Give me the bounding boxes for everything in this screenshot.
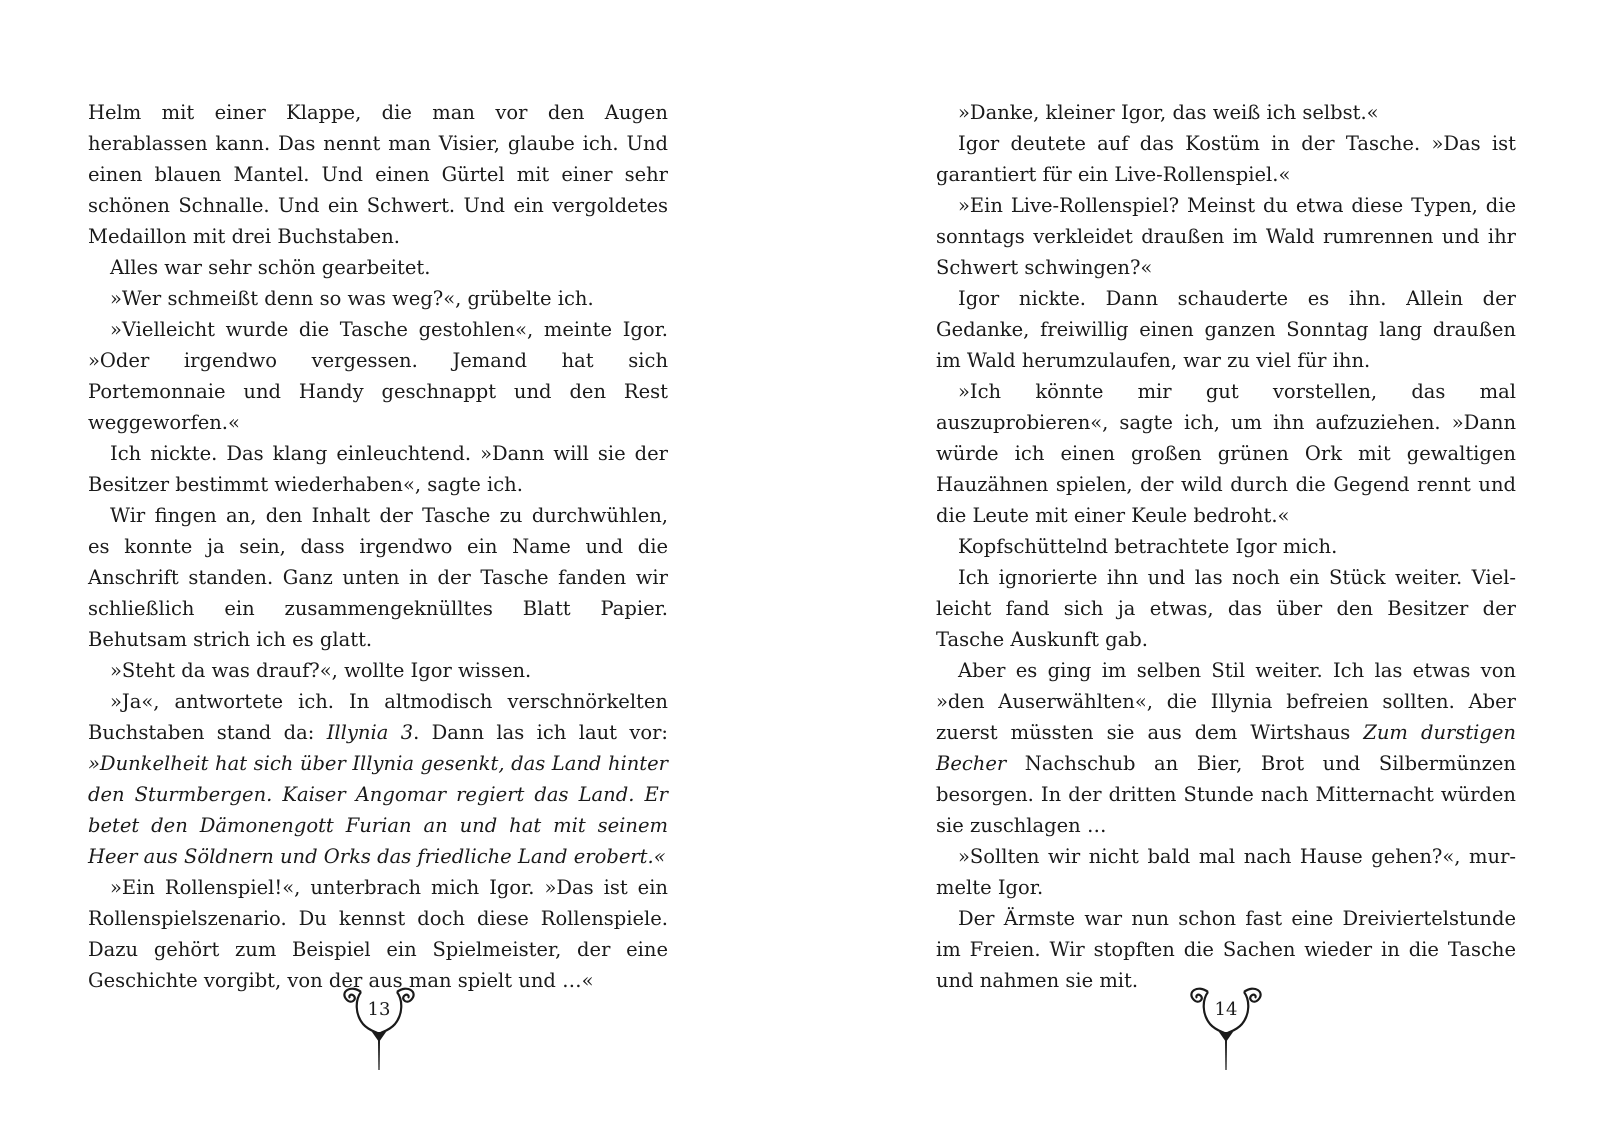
right-page-text bbox=[936, 97, 1516, 996]
left-page-text bbox=[88, 97, 668, 996]
paragraph: Wir fingen an, den Inhalt der Tasche zu durchwühlen, es konnte ja sein, dass irgendwo ein Name und die Anschrift standen. Ganz unten in der Tasche fanden wir schließlich ein zusammengeknülltes Blatt Papier. Behutsam strich ich es glatt. bbox=[88, 504, 668, 651]
paragraph: Helm mit einer Klappe, die man vor den Augen herablassen kann. Das nennt man Visier, glaube ich. Und einen blauen Mantel. Und einen Gürtel mit einer sehr schönen Schnalle. Und ein Schwert. Und ein vergoldetes Medaillon mit drei Buchstaben. bbox=[88, 101, 668, 248]
text-run: Nachschub an Bier, Brot und Silbermünzen besorgen. In der dritten Stunde nach Mitternacht würden sie zuschlagen … bbox=[936, 752, 1516, 837]
paragraph: »Ein Live-Rollenspiel? Meinst du etwa diese Typen, die sonntags verkleidet draußen im Wald rumrennen und ihr Schwert schwingen?« bbox=[936, 194, 1516, 279]
inn-name: Zum durstigen Becher bbox=[936, 721, 1516, 775]
page-number-ornament bbox=[339, 982, 419, 1072]
paragraph: »Ein Rollenspiel!«, unterbrach mich Igor. »Das ist ein Rollenspielszenario. Du kennst doch diese Rollenspiele. Dazu gehört zum Beispiel ein Spielmeister, der eine Geschichte vorgibt, von der aus man spielt und …« bbox=[88, 876, 668, 992]
paragraph: Igor nickte. Dann schauderte es ihn. Allein der Gedanke, freiwillig einen ganzen Sonntag lang draußen im Wald herumzulaufen, war zu viel für ihn. bbox=[936, 287, 1516, 372]
paragraph: Igor deutete auf das Kostüm in der Tasche. »Das ist garantiert für ein Live-Rollenspiel.« bbox=[936, 132, 1516, 186]
paragraph: Ich ignorierte ihn und las noch ein Stück weiter. Vielleicht fand sich ja etwas, das über den Besitzer der Tasche Auskunft gab. bbox=[936, 566, 1516, 651]
page-number: 14 bbox=[1214, 999, 1238, 1020]
page-number-ornament bbox=[1186, 982, 1266, 1072]
text-run: »Ja«, antwortete ich. In altmodisch verschnörkelten Buchstaben stand da: bbox=[88, 690, 668, 744]
paragraph: Ich nickte. Das klang einleuchtend. »Dann will sie der Besitzer bestimmt wiederhaben«, sagte ich. bbox=[88, 442, 668, 496]
text-run: Aber es ging im selben Stil weiter. Ich las etwas von »den Auserwählten«, die Illynia befreien sollten. Aber zuerst müssten sie aus dem Wirtshaus bbox=[936, 659, 1516, 744]
paragraph: »Steht da was drauf?«, wollte Igor wissen. bbox=[110, 659, 532, 682]
text-run: . Dann las ich laut vor: bbox=[413, 721, 669, 744]
paragraph: »Vielleicht wurde die Tasche gestohlen«, meinte Igor. »Oder irgendwo vergessen. Jemand hat sich Portemonnaie und Handy geschnappt und den Rest weggeworfen.« bbox=[88, 318, 668, 434]
quoted-text: »Dunkelheit hat sich über Illynia gesenkt, das Land hinter den Sturmbergen. Kaiser Angomar regiert das Land. Er betet den Dämonengott Furian an und hat mit seinem Heer aus Söldnern und Orks das friedliche Land erobert.« bbox=[88, 752, 668, 868]
ornament-icon bbox=[339, 982, 419, 1072]
ornament-icon bbox=[1186, 982, 1266, 1072]
document-title: Illynia 3 bbox=[326, 721, 414, 744]
paragraph: Kopfschüttelnd betrachtete Igor mich. bbox=[958, 535, 1338, 558]
paragraph bbox=[936, 655, 1516, 841]
paragraph: »Danke, kleiner Igor, das weiß ich selbst.« bbox=[958, 101, 1379, 124]
paragraph: Alles war sehr schön gearbeitet. bbox=[110, 256, 431, 279]
paragraph: »Sollten wir nicht bald mal nach Hause gehen?«, murmelte Igor. bbox=[936, 845, 1516, 899]
paragraph: »Ich könnte mir gut vorstellen, das mal auszuprobieren«, sagte ich, um ihn aufzuziehen. »Dann würde ich einen großen grünen Ork mit gewaltigen Hauzähnen spielen, der wild durch die Gegend rennt und die Leute mit einer Keule bedroht.« bbox=[936, 380, 1516, 527]
left-page bbox=[88, 97, 668, 996]
paragraph: Der Ärmste war nun schon fast eine Dreiviertelstunde im Freien. Wir stopften die Sachen wieder in die Tasche und nahmen sie mit. bbox=[936, 907, 1516, 992]
paragraph bbox=[88, 686, 668, 872]
page-number: 13 bbox=[367, 999, 391, 1020]
paragraph: »Wer schmeißt denn so was weg?«, grübelte ich. bbox=[110, 287, 594, 310]
right-page bbox=[936, 97, 1516, 996]
